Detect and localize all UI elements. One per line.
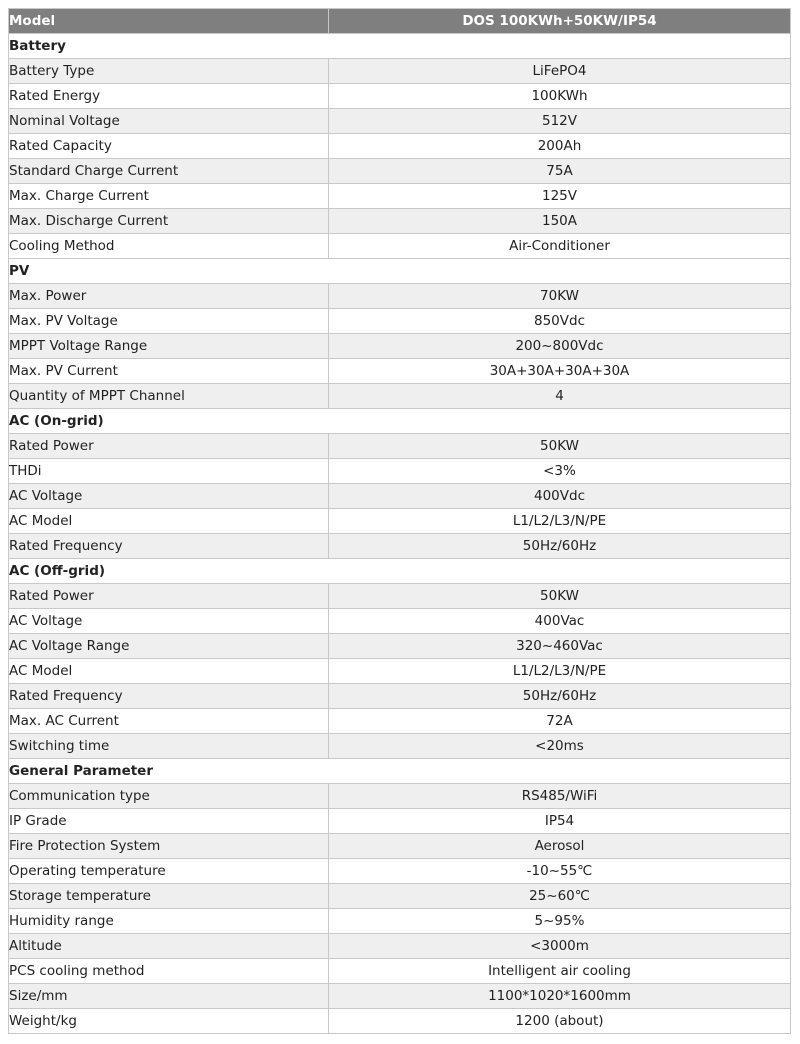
section-header-row [9, 409, 791, 434]
spec-label: AC Model [9, 509, 329, 534]
spec-label: Communication type [9, 784, 329, 809]
table-row [9, 659, 791, 684]
spec-value: 72A [329, 709, 791, 734]
table-row [9, 484, 791, 509]
spec-label: Rated Frequency [9, 534, 329, 559]
spec-label: Battery Type [9, 59, 329, 84]
spec-label: Rated Frequency [9, 684, 329, 709]
spec-value: <3% [329, 459, 791, 484]
table-row [9, 459, 791, 484]
spec-label: AC Voltage [9, 484, 329, 509]
table-row [9, 634, 791, 659]
spec-value: 30A+30A+30A+30A [329, 359, 791, 384]
table-row [9, 109, 791, 134]
spec-value: LiFePO4 [329, 59, 791, 84]
section-header-row [9, 34, 791, 59]
spec-value: 1200 (about) [329, 1009, 791, 1034]
spec-label: Rated Power [9, 584, 329, 609]
table-row [9, 834, 791, 859]
section-header-row [9, 759, 791, 784]
spec-value: 512V [329, 109, 791, 134]
section-header-row [9, 259, 791, 284]
spec-label: Max. PV Current [9, 359, 329, 384]
section-title: PV [9, 259, 791, 284]
spec-label: AC Voltage [9, 609, 329, 634]
spec-value: <3000m [329, 934, 791, 959]
table-row [9, 1009, 791, 1034]
table-row [9, 909, 791, 934]
table-row [9, 359, 791, 384]
spec-value: 150A [329, 209, 791, 234]
spec-label: THDi [9, 459, 329, 484]
table-row [9, 984, 791, 1009]
table-row [9, 309, 791, 334]
table-row [9, 159, 791, 184]
table-row [9, 234, 791, 259]
section-title: General Parameter [9, 759, 791, 784]
table-row [9, 684, 791, 709]
spec-value: 850Vdc [329, 309, 791, 334]
spec-label: Rated Power [9, 434, 329, 459]
table-row [9, 784, 791, 809]
table-row [9, 434, 791, 459]
spec-label: Switching time [9, 734, 329, 759]
spec-value: 50KW [329, 434, 791, 459]
table-row [9, 959, 791, 984]
spec-label: AC Model [9, 659, 329, 684]
table-row [9, 884, 791, 909]
table-row [9, 934, 791, 959]
spec-table-body [9, 9, 791, 1034]
spec-value: 50KW [329, 584, 791, 609]
table-row [9, 134, 791, 159]
spec-label: Max. Discharge Current [9, 209, 329, 234]
spec-value: Intelligent air cooling [329, 959, 791, 984]
spec-label: Storage temperature [9, 884, 329, 909]
spec-value: IP54 [329, 809, 791, 834]
spec-label: Altitude [9, 934, 329, 959]
spec-value: 400Vac [329, 609, 791, 634]
spec-label: Max. PV Voltage [9, 309, 329, 334]
spec-value: Air-Conditioner [329, 234, 791, 259]
table-row [9, 584, 791, 609]
table-row [9, 509, 791, 534]
spec-value: 70KW [329, 284, 791, 309]
spec-label: Fire Protection System [9, 834, 329, 859]
table-row [9, 184, 791, 209]
spec-value: L1/L2/L3/N/PE [329, 509, 791, 534]
spec-value: RS485/WiFi [329, 784, 791, 809]
table-row [9, 284, 791, 309]
spec-label: Max. Charge Current [9, 184, 329, 209]
header-label: Model [9, 9, 329, 34]
spec-value: 200~800Vdc [329, 334, 791, 359]
section-header-row [9, 559, 791, 584]
spec-label: Quantity of MPPT Channel [9, 384, 329, 409]
table-row [9, 59, 791, 84]
spec-value: 100KWh [329, 84, 791, 109]
spec-value: -10~55℃ [329, 859, 791, 884]
spec-table [8, 8, 791, 1034]
spec-label: MPPT Voltage Range [9, 334, 329, 359]
spec-value: 5~95% [329, 909, 791, 934]
spec-value: 320~460Vac [329, 634, 791, 659]
spec-label: Max. Power [9, 284, 329, 309]
table-row [9, 334, 791, 359]
table-row [9, 209, 791, 234]
spec-label: Standard Charge Current [9, 159, 329, 184]
spec-value: 400Vdc [329, 484, 791, 509]
header-model-value: DOS 100KWh+50KW/IP54 [329, 9, 791, 34]
table-row [9, 859, 791, 884]
spec-label: Rated Energy [9, 84, 329, 109]
spec-label: Cooling Method [9, 234, 329, 259]
spec-value: 25~60℃ [329, 884, 791, 909]
spec-label: Max. AC Current [9, 709, 329, 734]
spec-value: 125V [329, 184, 791, 209]
spec-value: Aerosol [329, 834, 791, 859]
section-title: AC (On-grid) [9, 409, 791, 434]
spec-label: Weight/kg [9, 1009, 329, 1034]
table-row [9, 709, 791, 734]
table-row [9, 84, 791, 109]
table-header-row [9, 9, 791, 34]
spec-value: 50Hz/60Hz [329, 534, 791, 559]
section-title: Battery [9, 34, 791, 59]
spec-label: Rated Capacity [9, 134, 329, 159]
table-row [9, 609, 791, 634]
spec-label: Size/mm [9, 984, 329, 1009]
spec-label: AC Voltage Range [9, 634, 329, 659]
spec-label: Operating temperature [9, 859, 329, 884]
spec-label: PCS cooling method [9, 959, 329, 984]
spec-label: Humidity range [9, 909, 329, 934]
spec-value: <20ms [329, 734, 791, 759]
spec-value: 200Ah [329, 134, 791, 159]
section-title: AC (Off-grid) [9, 559, 791, 584]
table-row [9, 384, 791, 409]
spec-value: 4 [329, 384, 791, 409]
spec-label: IP Grade [9, 809, 329, 834]
table-row [9, 809, 791, 834]
spec-value: 1100*1020*1600mm [329, 984, 791, 1009]
spec-value: 75A [329, 159, 791, 184]
spec-value: 50Hz/60Hz [329, 684, 791, 709]
spec-value: L1/L2/L3/N/PE [329, 659, 791, 684]
table-row [9, 534, 791, 559]
spec-label: Nominal Voltage [9, 109, 329, 134]
table-row [9, 734, 791, 759]
